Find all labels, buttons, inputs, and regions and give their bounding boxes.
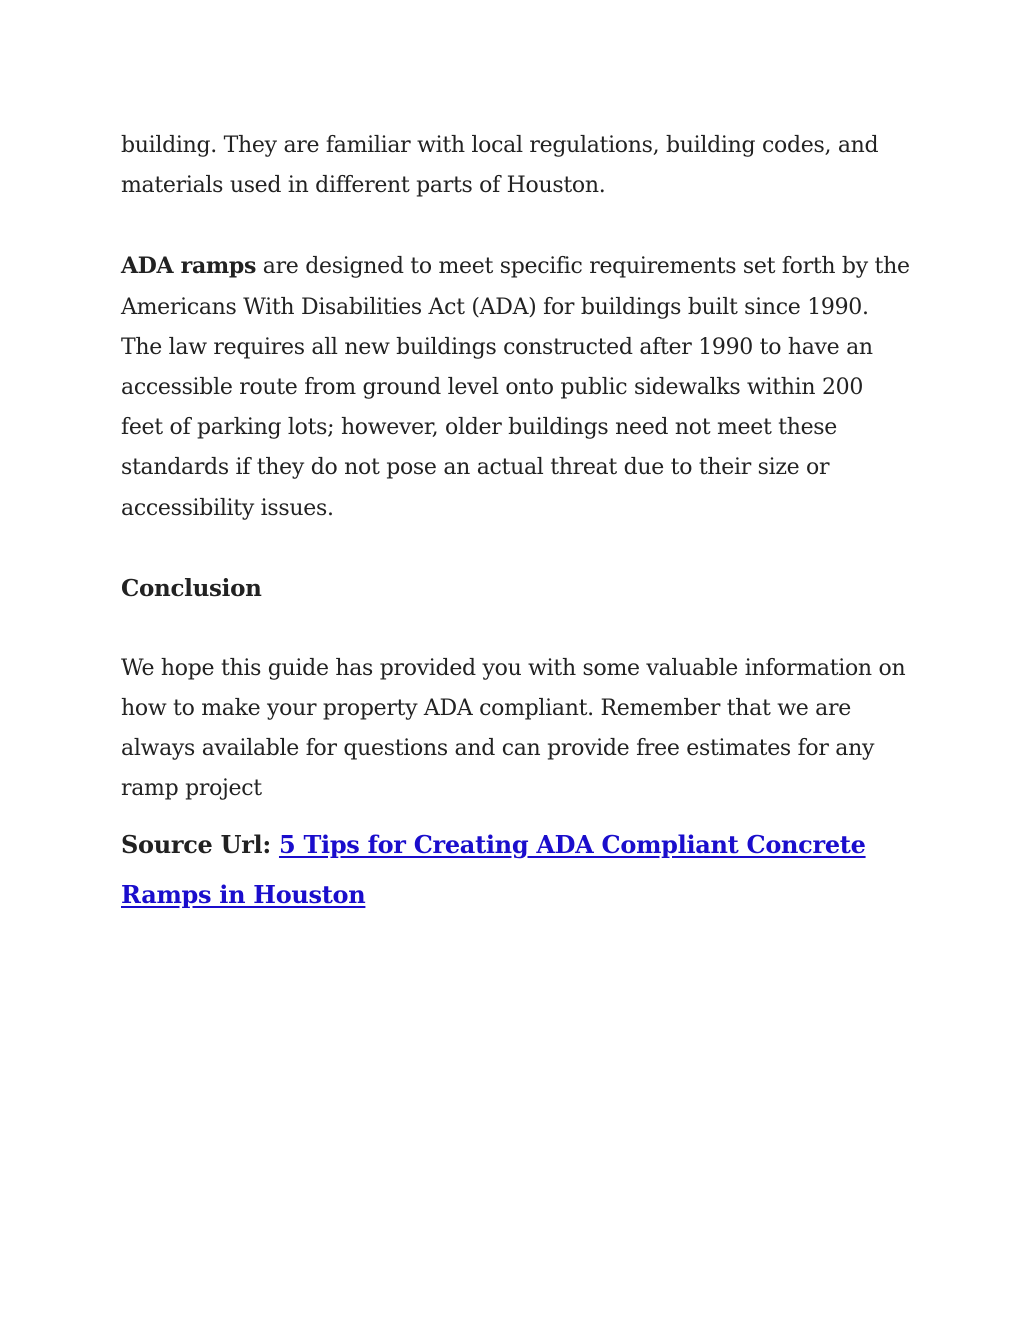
source-url-label: Source Url: bbox=[121, 829, 279, 859]
ada-ramps-paragraph bbox=[121, 246, 911, 528]
ada-ramps-body-text: are designed to meet specific requirements set forth by the Americans With Disabilities Act (ADA) for buildings built since 1990. The law requires all new buildings constructed after 1990 to have an accessible route from ground level onto public sidewalks within 200 feet of parking lots; however, older buildings need not meet these standards if they do not pose an actual threat due to their size or accessibility issues. bbox=[121, 254, 910, 521]
conclusion-paragraph: We hope this guide has provided you with some valuable information on how to make your property ADA compliant. Remember that we are always available for questions and can provide free estimates for any ramp project bbox=[121, 655, 906, 802]
source-url-line bbox=[121, 820, 911, 920]
intro-paragraph: building. They are familiar with local regulations, building codes, and materials used in different parts of Houston. bbox=[121, 133, 879, 199]
conclusion-heading: Conclusion bbox=[121, 574, 262, 602]
ada-ramps-bold-lead: ADA ramps bbox=[121, 253, 257, 280]
document-page bbox=[121, 126, 911, 920]
source-url-link[interactable]: 5 Tips for Creating ADA Compliant Concrete Ramps in Houston bbox=[121, 829, 866, 909]
